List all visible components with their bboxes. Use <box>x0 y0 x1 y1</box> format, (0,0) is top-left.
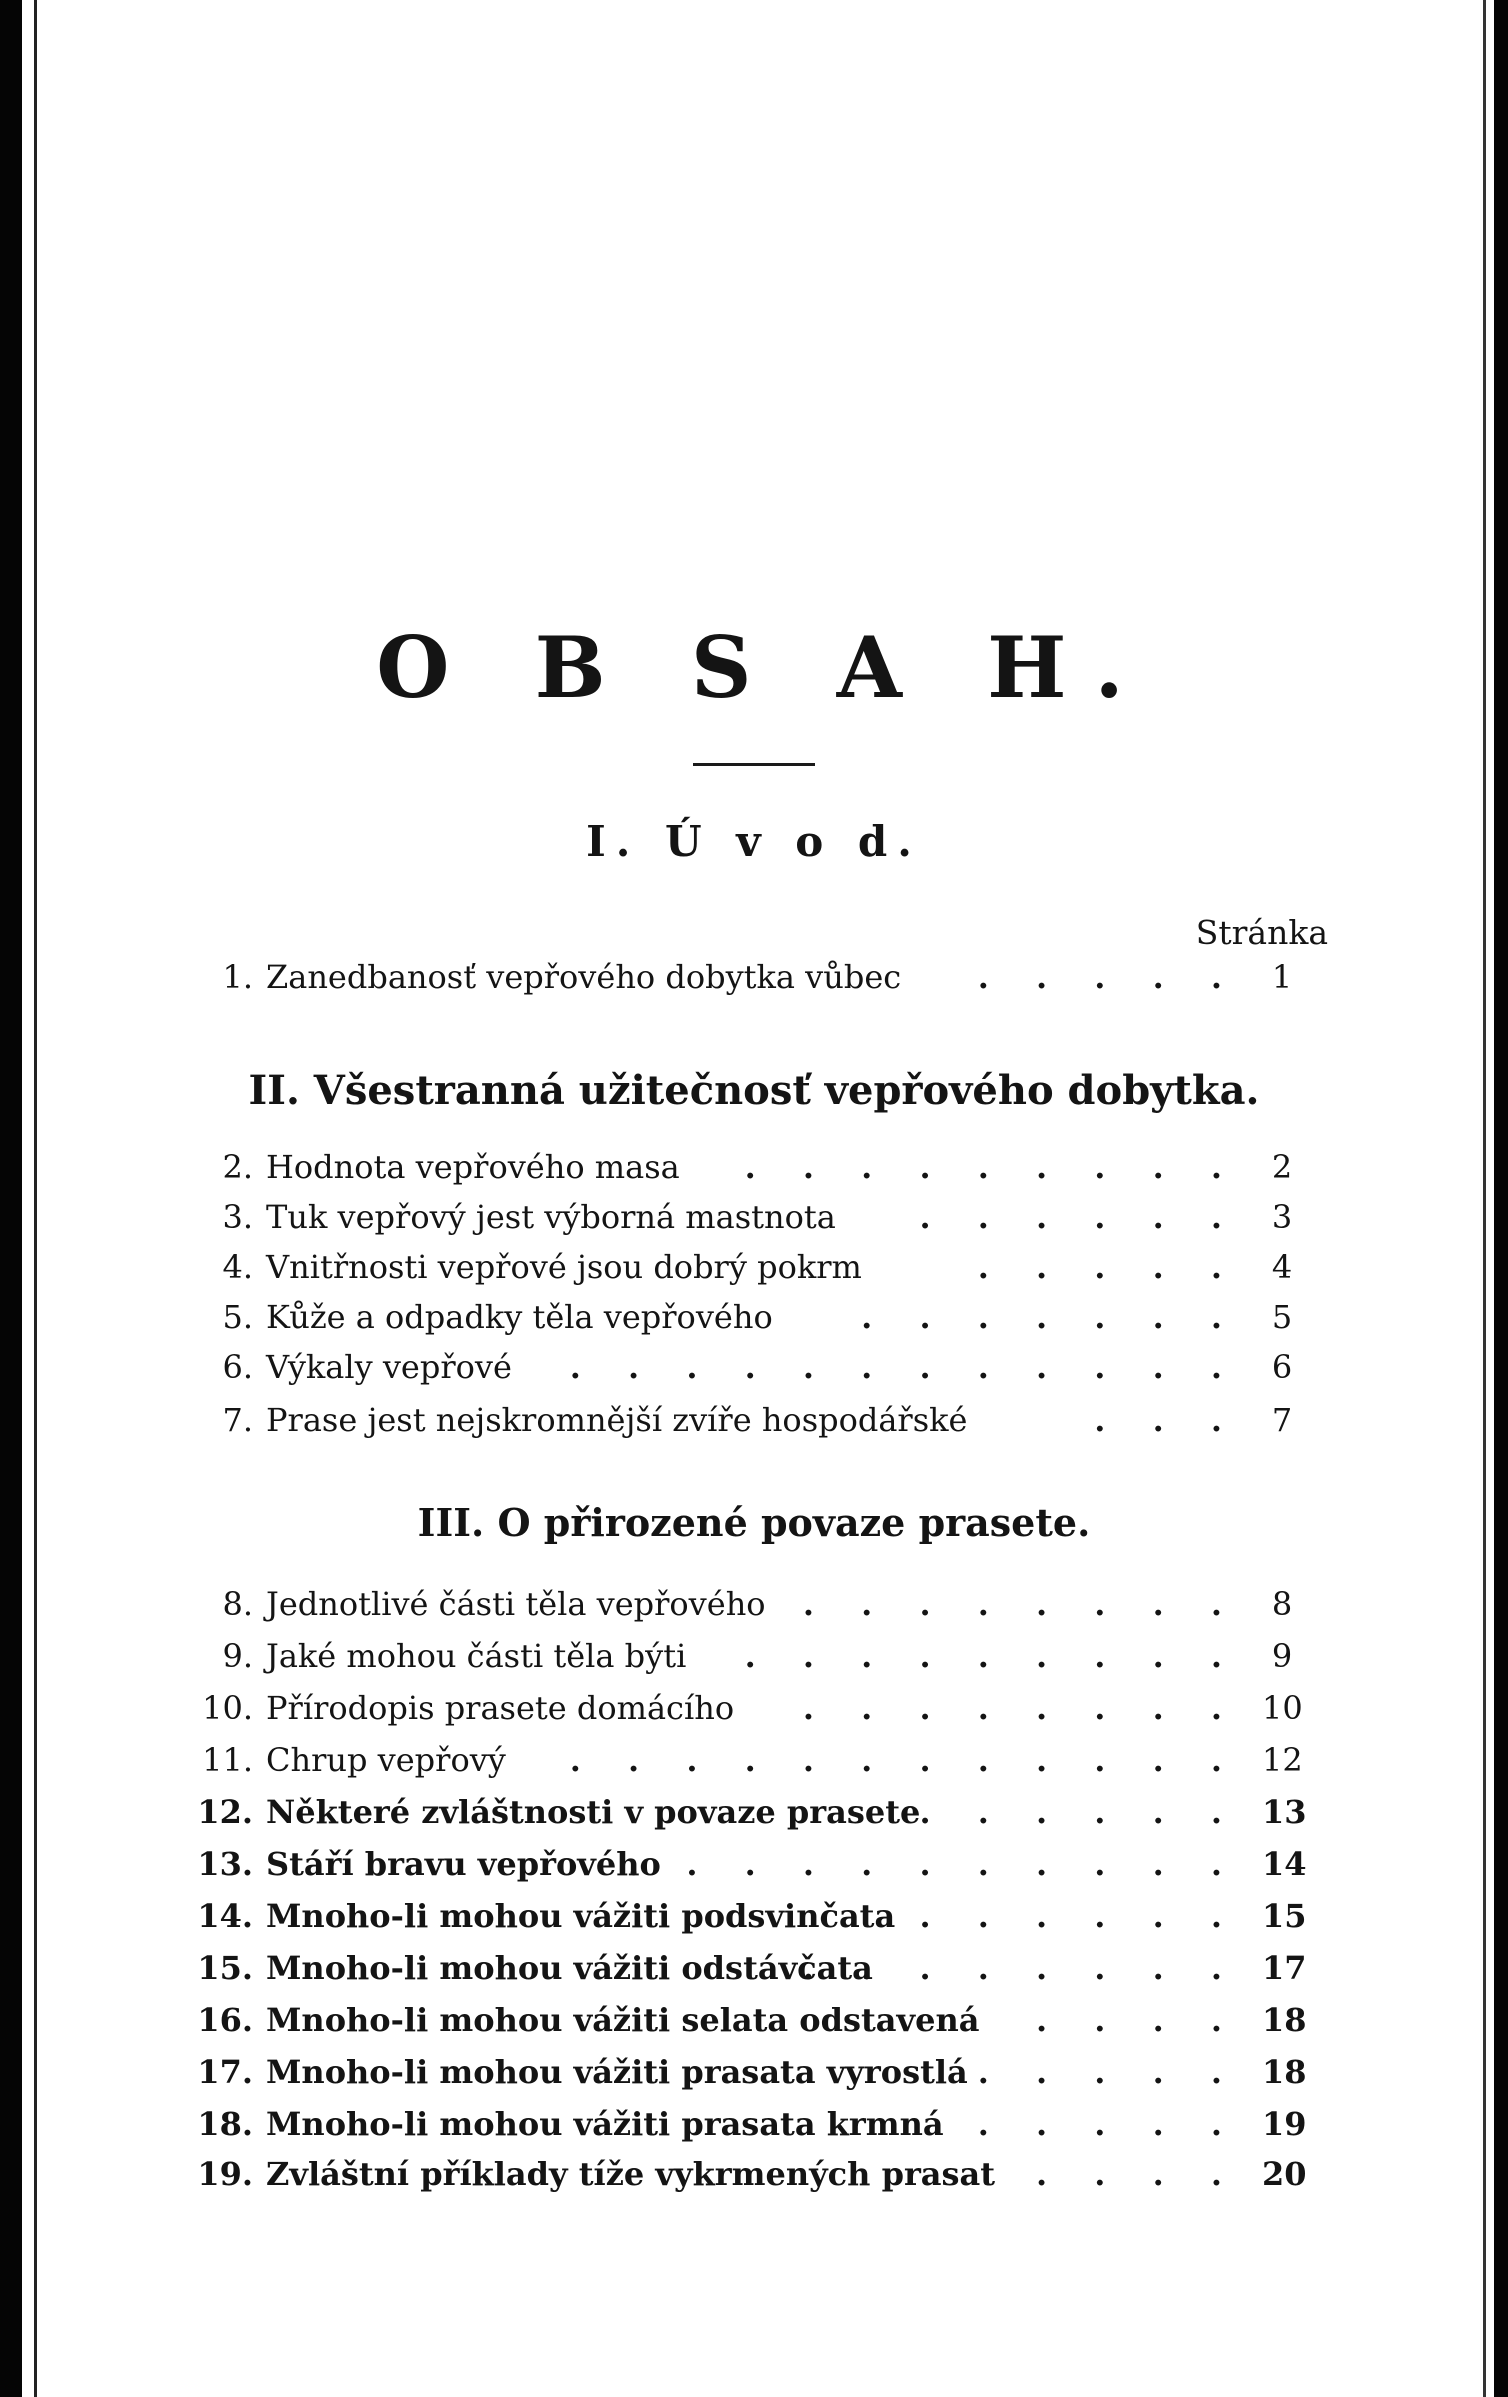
toc-entry <box>0 1143 1508 1191</box>
toc-entry-number: 15. <box>197 1949 253 1987</box>
toc-entry-page: 1 <box>1271 958 1293 996</box>
toc-entry-title: Některé zvláštnosti v povaze prasete <box>266 1793 921 1831</box>
toc-entry-title: Přírodopis prasete domácího <box>266 1689 735 1727</box>
toc-entry-page: 8 <box>1271 1585 1293 1623</box>
toc-entry-number: 8. <box>222 1585 253 1623</box>
toc-entry-number: 18. <box>197 2105 253 2143</box>
toc-entry-title: Mnoho-li mohou vážiti prasata vyrostlá <box>266 2053 968 2091</box>
toc-entry-title: Hodnota vepřového masa <box>266 1148 680 1186</box>
toc-entry-number: 9. <box>222 1637 253 1675</box>
toc-entry-number: 16. <box>197 2001 253 2039</box>
toc-entry <box>0 1632 1508 1680</box>
toc-entry-leader: . . . . <box>1036 2155 1240 2193</box>
toc-entry-page: 3 <box>1271 1198 1293 1236</box>
toc-entry-number: 13. <box>197 1845 253 1883</box>
toc-entry-leader: . . . . . . . . . . . . <box>569 1741 1240 1779</box>
toc-entry-leader: . . . . . <box>977 958 1240 996</box>
toc-entry <box>0 1788 1508 1836</box>
toc-entry-leader: . . . . . . <box>919 1198 1240 1236</box>
toc-entry <box>0 1396 1508 1444</box>
toc-entry <box>0 1944 1508 1992</box>
toc-entry-page: 6 <box>1271 1348 1293 1386</box>
toc-entry-page: 14 <box>1262 1845 1307 1883</box>
page-column-label: Stránka <box>1195 913 1328 952</box>
section-heading-1: I. Ú v o d. <box>586 817 922 866</box>
toc-entry-title: Mnoho-li mohou vážiti odstávčata <box>266 1949 873 1987</box>
toc-entry-page: 4 <box>1271 1248 1293 1286</box>
toc-entry-page: 20 <box>1262 2155 1307 2193</box>
toc-entry-number: 6. <box>222 1348 253 1386</box>
toc-entry <box>0 1193 1508 1241</box>
toc-entry-number: 7. <box>222 1401 253 1439</box>
page-title: O B S A H. <box>376 618 1152 717</box>
toc-entry-title: Mnoho-li mohou vážiti selata odstavená <box>266 2001 980 2039</box>
toc-entry-title: Mnoho-li mohou vážiti prasata krmná <box>266 2105 944 2143</box>
toc-entry-title: Stáří bravu vepřového <box>266 1845 661 1883</box>
toc-entry <box>0 1892 1508 1940</box>
toc-entry-title: Výkaly vepřové <box>266 1348 512 1386</box>
toc-entry-number: 4. <box>222 1248 253 1286</box>
toc-entry <box>0 1343 1508 1391</box>
toc-entry-leader: . . . . . . <box>919 1897 1240 1935</box>
toc-entry-number: 1. <box>222 958 253 996</box>
toc-entry-page: 5 <box>1271 1298 1293 1336</box>
toc-entry <box>0 1580 1508 1628</box>
toc-entry <box>0 2048 1508 2096</box>
toc-entry-number: 2. <box>222 1148 253 1186</box>
toc-entry-leader: . . . . . . . . . <box>744 1148 1240 1186</box>
toc-entry-page: 10 <box>1262 1689 1303 1727</box>
toc-entry-leader: . . . . . . . . . . . . <box>569 1348 1240 1386</box>
toc-entry-title: Jednotlivé části těla vepřového <box>266 1585 766 1623</box>
toc-entry-number: 3. <box>222 1198 253 1236</box>
toc-entry <box>0 1736 1508 1784</box>
toc-entry-page: 18 <box>1262 2001 1307 2039</box>
toc-entry-page: 19 <box>1262 2105 1307 2143</box>
section-heading-2: II. Všestranná užitečnosť vepřového dobytka. <box>248 1067 1260 1114</box>
toc-entry <box>0 2100 1508 2148</box>
toc-entry-leader: . . . . . <box>977 2053 1240 2091</box>
toc-entry-number: 12. <box>197 1793 253 1831</box>
toc-entry-title: Tuk vepřový jest výborná mastnota <box>266 1198 836 1236</box>
toc-entry-page: 18 <box>1262 2053 1307 2091</box>
toc-entry-number: 19. <box>197 2155 253 2193</box>
toc-entry-title: Prase jest nejskromnější zvíře hospodářské <box>266 1401 968 1439</box>
toc-entry <box>0 1840 1508 1888</box>
toc-entry <box>0 1293 1508 1341</box>
toc-entry-leader: . . . <box>1094 1401 1240 1439</box>
toc-entry-title: Zanedbanosť vepřového dobytka vůbec <box>266 958 902 996</box>
toc-entry-number: 10. <box>202 1689 253 1727</box>
toc-entry-title: Vnitřnosti vepřové jsou dobrý pokrm <box>266 1248 862 1286</box>
toc-entry-leader: . . . . . <box>977 1248 1240 1286</box>
toc-entry-number: 11. <box>202 1741 253 1779</box>
toc-entry-leader: . . . . . . . . . <box>744 1637 1240 1675</box>
toc-entry-title: Kůže a odpadky těla vepřového <box>266 1298 773 1336</box>
toc-entry-leader: . . . . . . . . <box>802 1949 1240 1987</box>
toc-entry <box>0 2150 1508 2198</box>
title-divider <box>693 763 815 766</box>
toc-entry-page: 9 <box>1271 1637 1293 1675</box>
toc-entry-title: Chrup vepřový <box>266 1741 506 1779</box>
toc-entry <box>0 953 1508 1001</box>
toc-entry-number: 5. <box>222 1298 253 1336</box>
toc-entry-page: 7 <box>1271 1401 1293 1439</box>
toc-entry-title: Zvláštní příklady tíže vykrmených prasat <box>266 2155 996 2193</box>
toc-entry-page: 15 <box>1262 1897 1307 1935</box>
toc-entry-page: 12 <box>1262 1741 1303 1779</box>
toc-entry-leader: . . . . . . <box>919 1793 1240 1831</box>
toc-entry-title: Mnoho-li mohou vážiti podsvinčata <box>266 1897 896 1935</box>
toc-entry-leader: . . . . . . . . . . . <box>628 1845 1240 1883</box>
toc-entry-title: Jaké mohou části těla býti <box>266 1637 687 1675</box>
toc-entry-page: 13 <box>1262 1793 1307 1831</box>
toc-entry-page: 17 <box>1262 1949 1307 1987</box>
toc-entry <box>0 1684 1508 1732</box>
toc-entry <box>0 1243 1508 1291</box>
toc-entry-leader: . . . . . . . . <box>802 1585 1240 1623</box>
toc-entry-leader: . . . . . <box>977 2105 1240 2143</box>
toc-entry-leader: . . . . . . . . <box>802 1689 1240 1727</box>
toc-entry-leader: . . . . <box>1036 2001 1240 2039</box>
toc-entry-number: 14. <box>197 1897 253 1935</box>
toc-entry-leader: . . . . . . . <box>861 1298 1240 1336</box>
section-heading-3: III. O přirozené povaze prasete. <box>417 1500 1091 1545</box>
toc-entry-number: 17. <box>197 2053 253 2091</box>
toc-entry <box>0 1996 1508 2044</box>
toc-entry-page: 2 <box>1271 1148 1293 1186</box>
